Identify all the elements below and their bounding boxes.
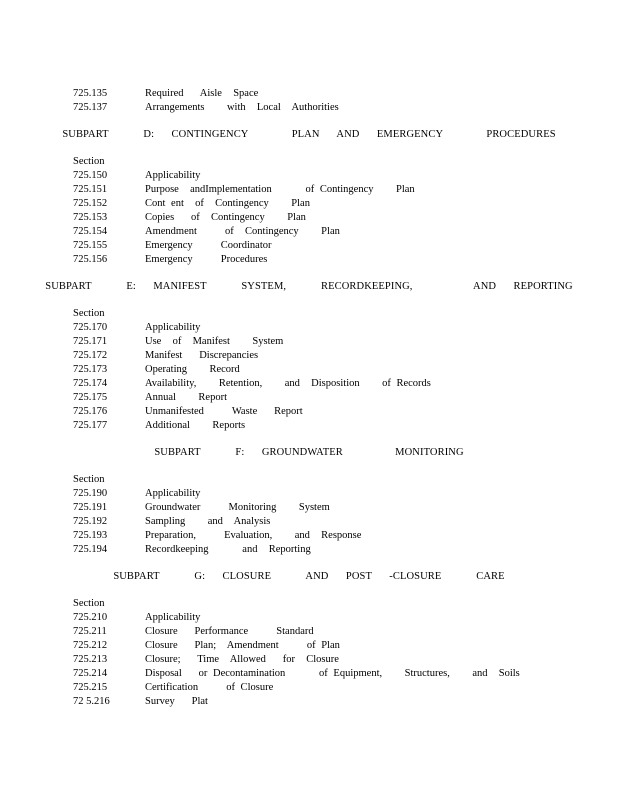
section-title: Unmanifested Waste Report: [145, 406, 303, 417]
section-title: Applicability: [145, 170, 201, 181]
section-number: 725.213: [73, 654, 108, 665]
section-number: 725.154: [73, 226, 108, 237]
section-title: Use of Manifest System: [145, 336, 284, 347]
section-title: Copies of Contingency Plan: [145, 212, 306, 223]
section-title: Arrangements with Local Authorities: [145, 102, 339, 113]
section-title: Applicability: [145, 488, 201, 499]
section-number: 725.176: [73, 406, 108, 417]
section-number: 725.191: [73, 502, 108, 513]
section-number: 725.192: [73, 516, 108, 527]
section-title: Applicability: [145, 322, 201, 333]
section-label: Section: [73, 474, 105, 485]
section-number: 725.171: [73, 336, 108, 347]
section-title: Amendment of Contingency Plan: [145, 226, 340, 237]
section-title: Applicability: [145, 612, 201, 623]
section-number: 725.193: [73, 530, 108, 541]
section-number: 725.153: [73, 212, 108, 223]
section-number: 725.175: [73, 392, 108, 403]
section-title: Sampling and Analysis: [145, 516, 271, 527]
section-number: 72 5.216: [73, 696, 110, 707]
section-label: Section: [73, 308, 105, 319]
section-number: 725.194: [73, 544, 108, 555]
section-number: 725.212: [73, 640, 108, 651]
section-title: Operating Record: [145, 364, 240, 375]
section-number: 725.170: [73, 322, 108, 333]
subpart-heading: SUBPART D: CONTINGENCY PLAN AND EMERGENCY PROCEDURES: [62, 129, 556, 140]
section-number: 725.215: [73, 682, 108, 693]
section-number: 725.156: [73, 254, 108, 265]
section-title: Disposal or Decontamination of Equipment, Structures, and Soils: [145, 668, 520, 679]
section-number: 725.151: [73, 184, 108, 195]
section-title: Availability, Retention, and Disposition of Records: [145, 378, 431, 389]
section-title: Closure Plan; Amendment of Plan: [145, 640, 340, 651]
section-number: 725.214: [73, 668, 108, 679]
section-title: Annual Report: [145, 392, 227, 403]
section-title: Survey Plat: [145, 696, 208, 707]
section-title: Groundwater Monitoring System: [145, 502, 330, 513]
section-label: Section: [73, 598, 105, 609]
section-title: Cont ent of Contingency Plan: [145, 198, 310, 209]
section-title: Closure Performance Standard: [145, 626, 314, 637]
section-title: Recordkeeping and Reporting: [145, 544, 311, 555]
subpart-heading: SUBPART F: GROUNDWATER MONITORING: [154, 447, 464, 458]
section-number: 725.177: [73, 420, 108, 431]
section-number: 725.210: [73, 612, 108, 623]
section-title: Emergency Procedures: [145, 254, 268, 265]
subpart-heading: SUBPART E: MANIFEST SYSTEM, RECORDKEEPING, AND REPORTING: [45, 281, 573, 292]
section-number: 725.172: [73, 350, 108, 361]
section-number: 725.190: [73, 488, 108, 499]
section-title: Emergency Coordinator: [145, 240, 272, 251]
section-label: Section: [73, 156, 105, 167]
section-number: 725.174: [73, 378, 108, 389]
section-number: 725.155: [73, 240, 108, 251]
section-number: 725.150: [73, 170, 108, 181]
section-title: Additional Reports: [145, 420, 246, 431]
section-title: Closure; Time Allowed for Closure: [145, 654, 339, 665]
section-title: Preparation, Evaluation, and Response: [145, 530, 362, 541]
section-title: Manifest Discrepancies: [145, 350, 259, 361]
section-number: 725.211: [73, 626, 107, 637]
section-number: 725.173: [73, 364, 108, 375]
section-number: 725.137: [73, 102, 108, 113]
section-number: 725.135: [73, 88, 108, 99]
section-number: 725.152: [73, 198, 108, 209]
section-title: Required Aisle Space: [145, 88, 259, 99]
section-title: Purpose andImplementation of Contingency Plan: [145, 184, 415, 195]
section-title: Certification of Closure: [145, 682, 274, 693]
subpart-heading: SUBPART G: CLOSURE AND POST -CLOSURE CARE: [113, 571, 505, 582]
